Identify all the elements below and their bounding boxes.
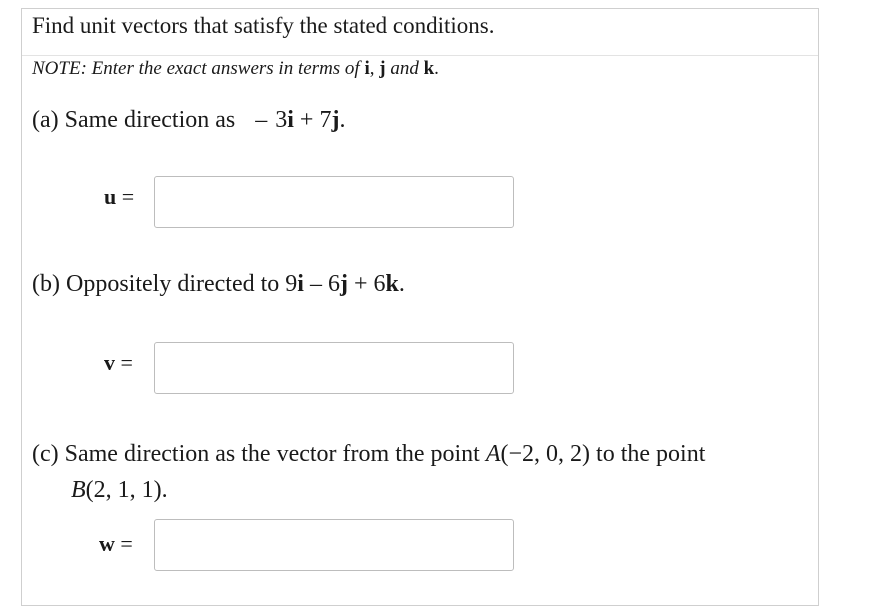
note-and: and [385,58,424,79]
part-a-end: . [339,107,346,133]
question-prompt: Find unit vectors that satisfy the stated conditions. [32,13,495,38]
part-a-statement [32,107,345,134]
note-comma: , [369,58,380,79]
part-b-plus: + 6 [347,271,386,297]
part-a-text: (a) Same direction as [32,107,242,133]
part-b-statement [32,271,405,298]
answer-w-symbol: w [99,531,115,556]
note-vector-i: i [364,58,370,79]
part-a-minus: – [255,107,268,133]
part-b-vec-i: i [297,271,304,297]
answer-v-symbol: v [104,350,115,375]
part-b-vec-j: j [339,271,348,297]
part-c-coords-b: (2, 1, 1) [85,477,162,503]
question-panel [21,8,819,606]
part-c-point-a: A [485,441,501,467]
part-a-plus: + 7 [293,107,332,133]
answer-v-input[interactable] [154,342,514,394]
part-c-point-b: B [71,477,86,503]
part-b-end: . [398,271,405,297]
answer-u-input[interactable] [154,176,514,228]
part-c-text-1: (c) Same direction as the vector from the point [32,441,486,467]
note-text: NOTE: Enter the exact answers in terms of [32,58,365,79]
answer-format-note [32,58,439,80]
part-a-vec-j: j [331,107,340,133]
note-period: . [434,58,439,79]
part-b-minus: – 6 [303,271,340,297]
part-c-coords-a: (−2, 0, 2) [500,441,591,467]
part-b-vec-k: k [385,271,399,297]
answer-u-symbol: u [104,184,117,209]
answer-u-equals: = [116,184,135,209]
part-c-text-2: to the point [590,441,706,467]
note-vector-j: j [379,58,386,79]
answer-w-equals: = [114,531,133,556]
part-c-end: . [161,477,168,503]
part-c-statement-continued [71,477,168,504]
answer-v-equals: = [115,350,133,375]
part-a-coef-1: 3 [269,107,288,133]
part-a-vec-i: i [287,107,294,133]
answer-w-label [99,531,133,557]
answer-u-label [104,184,134,210]
note-divider [22,55,818,56]
note-vector-k: k [423,58,435,79]
part-c-statement [32,441,705,468]
part-b-text: (b) Oppositely directed to 9 [32,271,298,297]
answer-v-label [104,350,133,376]
answer-w-input[interactable] [154,519,514,571]
